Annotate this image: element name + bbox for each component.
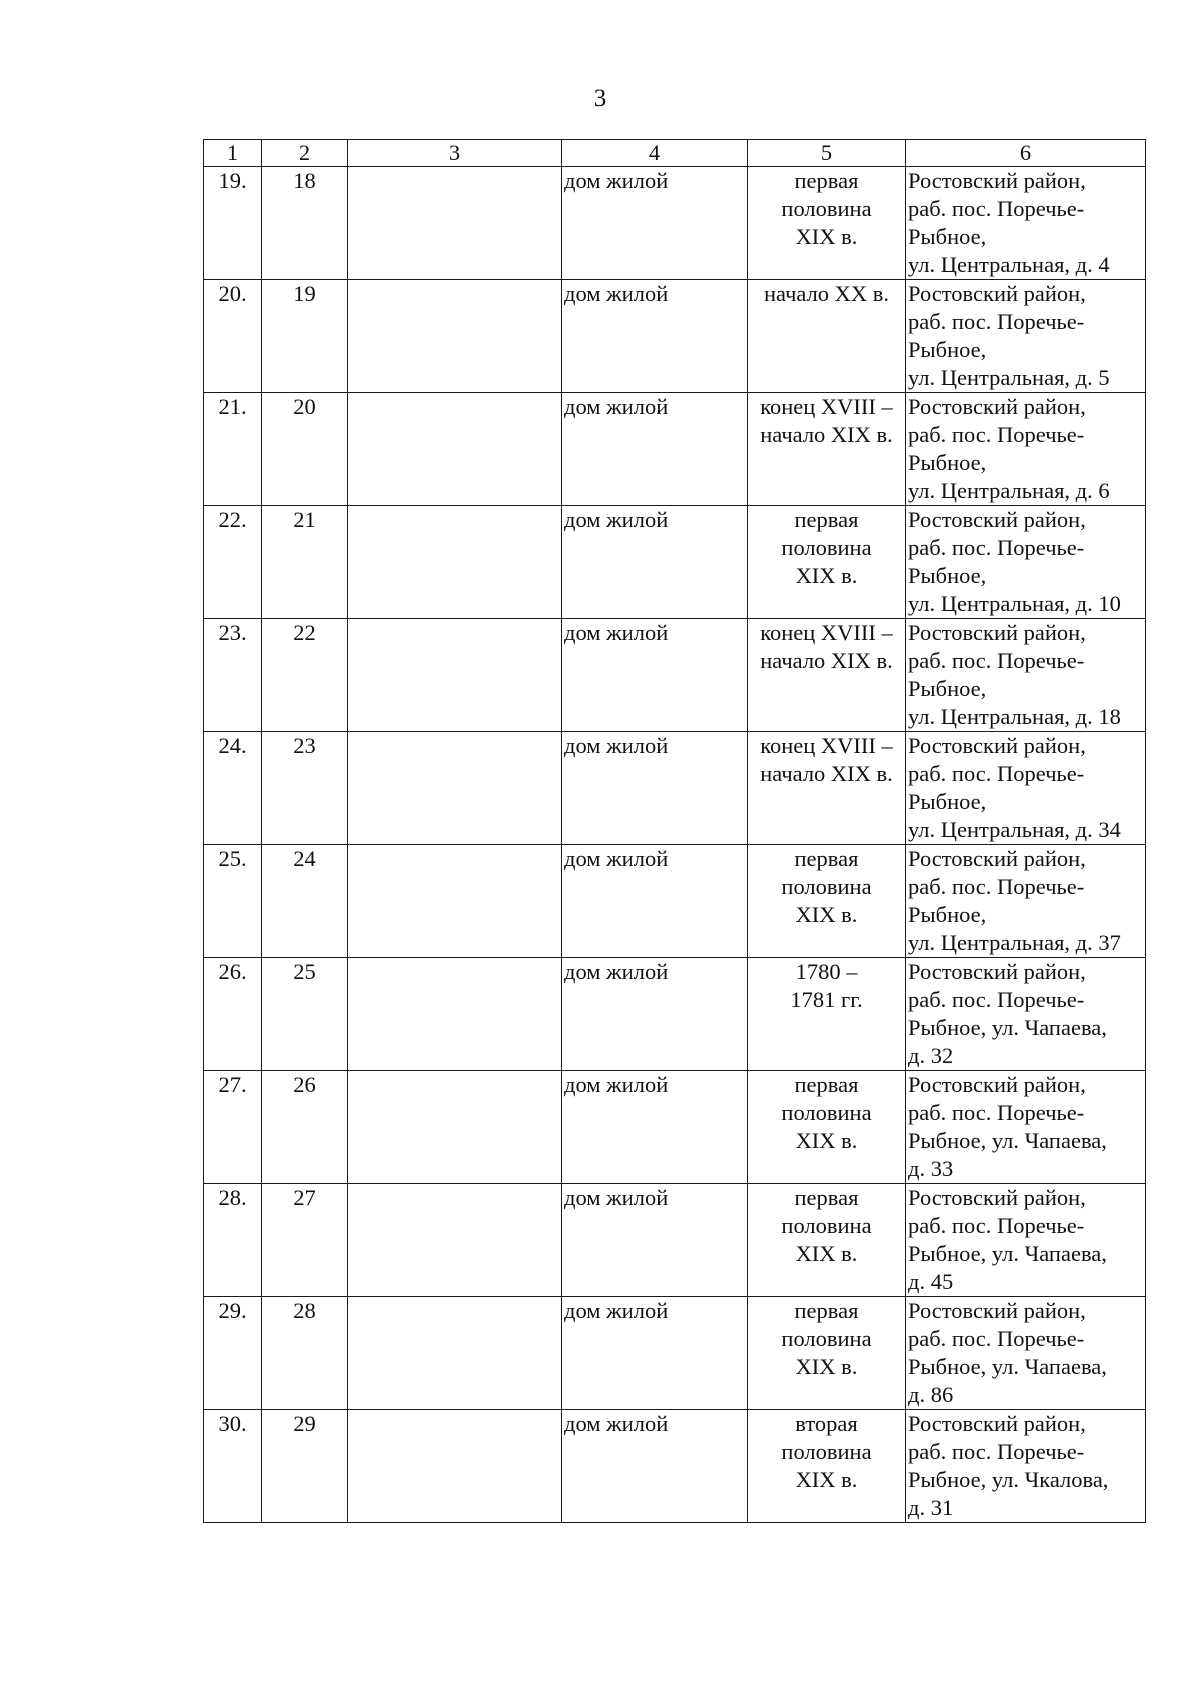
object-dating-cell: конец XVIII – начало XIX в. — [748, 732, 906, 845]
object-name-cell — [348, 958, 562, 1071]
object-type-cell: дом жилой — [562, 958, 748, 1071]
object-dating-cell: первая половина XIX в. — [748, 845, 906, 958]
object-type-cell: дом жилой — [562, 732, 748, 845]
heritage-registry-table — [203, 139, 1146, 1523]
object-name-cell — [348, 732, 562, 845]
table-row — [204, 167, 1146, 280]
object-dating-cell: первая половина XIX в. — [748, 1071, 906, 1184]
object-address-cell: Ростовский район, раб. пос. Поречье- Рыбное, ул. Центральная, д. 34 — [906, 732, 1146, 845]
header-col-5: 5 — [748, 140, 906, 167]
object-dating-cell: 1780 – 1781 гг. — [748, 958, 906, 1071]
object-number-cell: 23 — [262, 732, 348, 845]
object-type-cell: дом жилой — [562, 1184, 748, 1297]
object-name-cell — [348, 393, 562, 506]
row-number-cell: 25. — [204, 845, 262, 958]
table-row — [204, 1184, 1146, 1297]
row-number-cell: 28. — [204, 1184, 262, 1297]
object-dating-cell: первая половина XIX в. — [748, 506, 906, 619]
object-number-cell: 19 — [262, 280, 348, 393]
object-address-cell: Ростовский район, раб. пос. Поречье- Рыбное, ул. Чкалова, д. 31 — [906, 1410, 1146, 1523]
row-number-cell: 22. — [204, 506, 262, 619]
object-address-cell: Ростовский район, раб. пос. Поречье- Рыбное, ул. Центральная, д. 18 — [906, 619, 1146, 732]
row-number-cell: 19. — [204, 167, 262, 280]
object-dating-cell: первая половина XIX в. — [748, 1184, 906, 1297]
table-header — [204, 140, 1146, 167]
object-number-cell: 18 — [262, 167, 348, 280]
object-type-cell: дом жилой — [562, 506, 748, 619]
object-name-cell — [348, 1184, 562, 1297]
table-row — [204, 1410, 1146, 1523]
object-name-cell — [348, 167, 562, 280]
object-number-cell: 22 — [262, 619, 348, 732]
object-type-cell: дом жилой — [562, 1071, 748, 1184]
object-dating-cell: начало XX в. — [748, 280, 906, 393]
object-number-cell: 21 — [262, 506, 348, 619]
object-type-cell: дом жилой — [562, 280, 748, 393]
object-address-cell: Ростовский район, раб. пос. Поречье- Рыбное, ул. Чапаева, д. 86 — [906, 1297, 1146, 1410]
object-name-cell — [348, 1297, 562, 1410]
object-dating-cell: конец XVIII – начало XIX в. — [748, 619, 906, 732]
table-body — [204, 167, 1146, 1523]
table-row — [204, 1297, 1146, 1410]
table-row — [204, 393, 1146, 506]
header-row — [204, 140, 1146, 167]
header-col-6: 6 — [906, 140, 1146, 167]
object-dating-cell: вторая половина XIX в. — [748, 1410, 906, 1523]
object-address-cell: Ростовский район, раб. пос. Поречье- Рыбное, ул. Чапаева, д. 32 — [906, 958, 1146, 1071]
row-number-cell: 20. — [204, 280, 262, 393]
object-type-cell: дом жилой — [562, 619, 748, 732]
table-row — [204, 732, 1146, 845]
row-number-cell: 24. — [204, 732, 262, 845]
object-name-cell — [348, 619, 562, 732]
table-row — [204, 1071, 1146, 1184]
table-row — [204, 506, 1146, 619]
page-number: 3 — [593, 85, 607, 112]
object-number-cell: 24 — [262, 845, 348, 958]
object-number-cell: 20 — [262, 393, 348, 506]
object-type-cell: дом жилой — [562, 393, 748, 506]
header-col-1: 1 — [204, 140, 262, 167]
table-row — [204, 958, 1146, 1071]
row-number-cell: 27. — [204, 1071, 262, 1184]
row-number-cell: 21. — [204, 393, 262, 506]
header-col-3: 3 — [348, 140, 562, 167]
row-number-cell: 30. — [204, 1410, 262, 1523]
object-address-cell: Ростовский район, раб. пос. Поречье- Рыбное, ул. Центральная, д. 6 — [906, 393, 1146, 506]
object-number-cell: 29 — [262, 1410, 348, 1523]
row-number-cell: 23. — [204, 619, 262, 732]
object-address-cell: Ростовский район, раб. пос. Поречье- Рыбное, ул. Центральная, д. 37 — [906, 845, 1146, 958]
object-dating-cell: первая половина XIX в. — [748, 167, 906, 280]
table-row — [204, 619, 1146, 732]
table-row — [204, 845, 1146, 958]
object-name-cell — [348, 1071, 562, 1184]
object-dating-cell: конец XVIII – начало XIX в. — [748, 393, 906, 506]
object-address-cell: Ростовский район, раб. пос. Поречье- Рыбное, ул. Центральная, д. 5 — [906, 280, 1146, 393]
object-name-cell — [348, 506, 562, 619]
object-type-cell: дом жилой — [562, 167, 748, 280]
row-number-cell: 26. — [204, 958, 262, 1071]
object-name-cell — [348, 845, 562, 958]
header-col-2: 2 — [262, 140, 348, 167]
table-row — [204, 280, 1146, 393]
object-type-cell: дом жилой — [562, 1410, 748, 1523]
object-number-cell: 27 — [262, 1184, 348, 1297]
object-address-cell: Ростовский район, раб. пос. Поречье- Рыбное, ул. Центральная, д. 10 — [906, 506, 1146, 619]
header-col-4: 4 — [562, 140, 748, 167]
object-address-cell: Ростовский район, раб. пос. Поречье- Рыбное, ул. Чапаева, д. 45 — [906, 1184, 1146, 1297]
object-number-cell: 28 — [262, 1297, 348, 1410]
object-number-cell: 25 — [262, 958, 348, 1071]
object-number-cell: 26 — [262, 1071, 348, 1184]
object-address-cell: Ростовский район, раб. пос. Поречье- Рыбное, ул. Чапаева, д. 33 — [906, 1071, 1146, 1184]
object-type-cell: дом жилой — [562, 1297, 748, 1410]
object-name-cell — [348, 1410, 562, 1523]
object-name-cell — [348, 280, 562, 393]
object-type-cell: дом жилой — [562, 845, 748, 958]
row-number-cell: 29. — [204, 1297, 262, 1410]
object-dating-cell: первая половина XIX в. — [748, 1297, 906, 1410]
object-address-cell: Ростовский район, раб. пос. Поречье- Рыбное, ул. Центральная, д. 4 — [906, 167, 1146, 280]
